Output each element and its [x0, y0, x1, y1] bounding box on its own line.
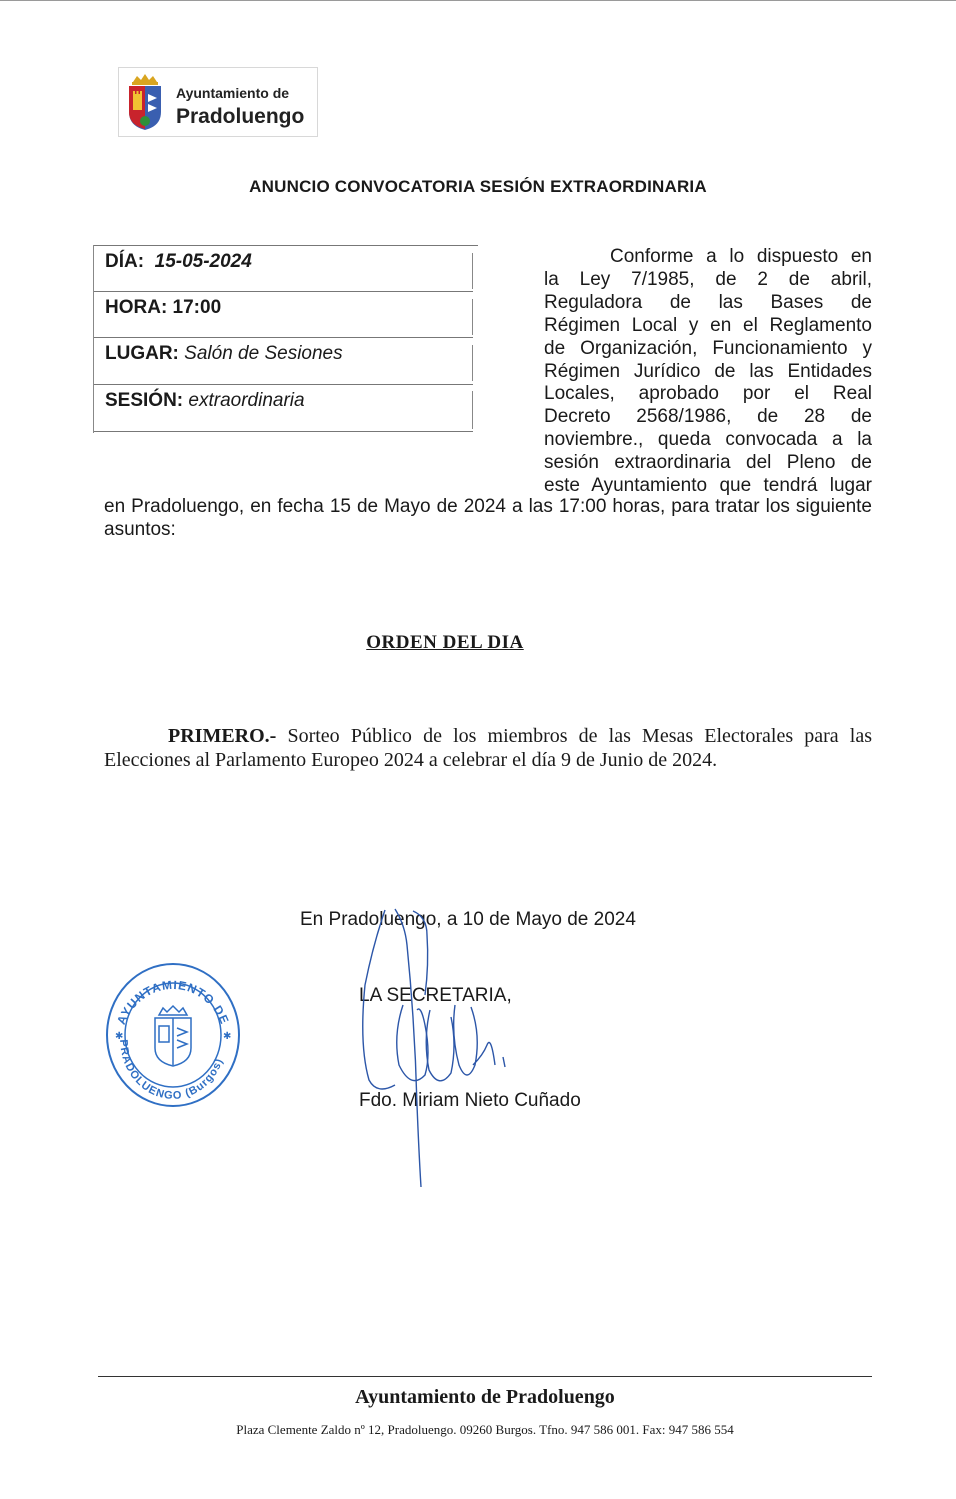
intro-line: este Ayuntamiento que tendrá lugar	[544, 475, 872, 497]
seal-text-bottom: PRADOLUENGO (Burgos)	[117, 1039, 226, 1103]
intro-line: la Ley 7/1985, de 2 de abril,	[544, 268, 872, 290]
hora-label: HORA: 17:00	[105, 297, 222, 318]
intro-line: Decreto 2568/1986, de 28 de	[544, 406, 872, 428]
info-row-sesion	[105, 390, 305, 412]
footer-divider	[98, 1376, 872, 1377]
info-row-lugar	[105, 343, 343, 365]
agenda-item-text: Sorteo Público de los miembros de las Mesas Electorales para las Elecciones al Parlamento Europeo 2024 a celebrar el día 9 de Junio de 2024.	[104, 725, 873, 771]
info-row-hora	[105, 297, 221, 319]
footer-address: Plaza Clemente Zaldo nº 12, Pradoluengo. 09260 Burgos. Tfno. 947 586 001. Fax: 947 586 554	[236, 1422, 734, 1437]
lugar-value: Salón de Sesiones	[184, 343, 343, 364]
info-left-border	[93, 245, 94, 433]
logo-line-2: Pradoluengo	[176, 105, 305, 128]
info-right-border	[472, 345, 473, 381]
lugar-label: LUGAR:	[105, 343, 179, 364]
session-info-box	[93, 245, 478, 433]
agenda-item-label: PRIMERO.-	[168, 725, 277, 747]
agenda-item	[104, 724, 872, 772]
info-right-border	[472, 299, 473, 335]
info-divider	[93, 337, 473, 338]
info-divider	[93, 431, 473, 432]
seal-text-top: AYUNTAMIENTO DE	[114, 977, 232, 1027]
intro-paragraph	[544, 246, 872, 498]
intro-line: de Organización, Funcionamiento y	[544, 337, 872, 359]
info-divider	[93, 291, 473, 292]
agenda-heading: ORDEN DEL DIA	[366, 632, 524, 653]
info-divider	[93, 384, 473, 385]
info-right-border	[472, 253, 473, 289]
seal-crest-icon	[155, 1006, 191, 1066]
seal-star: ✱	[223, 1031, 232, 1042]
municipal-seal	[103, 960, 243, 1110]
coat-of-arms-icon	[123, 72, 167, 132]
document-title: ANUNCIO CONVOCATORIA SESIÓN EXTRAORDINARIA	[249, 177, 707, 196]
logo-line-1: Ayuntamiento de	[176, 85, 290, 101]
page-top-border	[0, 0, 956, 1]
place-date: En Pradoluengo, a 10 de Mayo de 2024	[300, 909, 636, 930]
sesion-value: extraordinaria	[188, 390, 305, 411]
intro-line: Régimen Jurídico de las Entidades	[544, 360, 872, 382]
dia-value: 15-05-2024	[154, 251, 252, 272]
seal-star: ✱	[115, 1031, 124, 1042]
dia-label: DÍA:	[105, 251, 145, 272]
sesion-label: SESIÓN:	[105, 390, 184, 411]
intro-line: Conforme a lo dispuesto en	[610, 246, 872, 267]
intro-line: Locales, aprobado por el Real	[544, 383, 872, 405]
info-right-border	[472, 391, 473, 429]
intro-line: Régimen Local y en el Reglamento	[544, 314, 872, 336]
intro-line: noviembre., queda convocada a la	[544, 429, 872, 451]
intro-line: Reguladora de las Bases de	[544, 291, 872, 313]
municipal-logo	[118, 67, 318, 137]
intro-line: sesión extraordinaria del Pleno de	[544, 452, 872, 474]
signer-role: LA SECRETARIA,	[359, 985, 512, 1006]
intro-continuation: en Pradoluengo, en fecha 15 de Mayo de 2024 a las 17:00 horas, para tratar los siguiente asuntos:	[104, 496, 872, 540]
info-divider	[93, 245, 478, 246]
info-row-dia	[105, 251, 252, 273]
footer-title: Ayuntamiento de Pradoluengo	[355, 1386, 615, 1408]
handwritten-signature	[355, 905, 515, 1195]
signer-name: Fdo. Miriam Nieto Cuñado	[359, 1090, 581, 1111]
